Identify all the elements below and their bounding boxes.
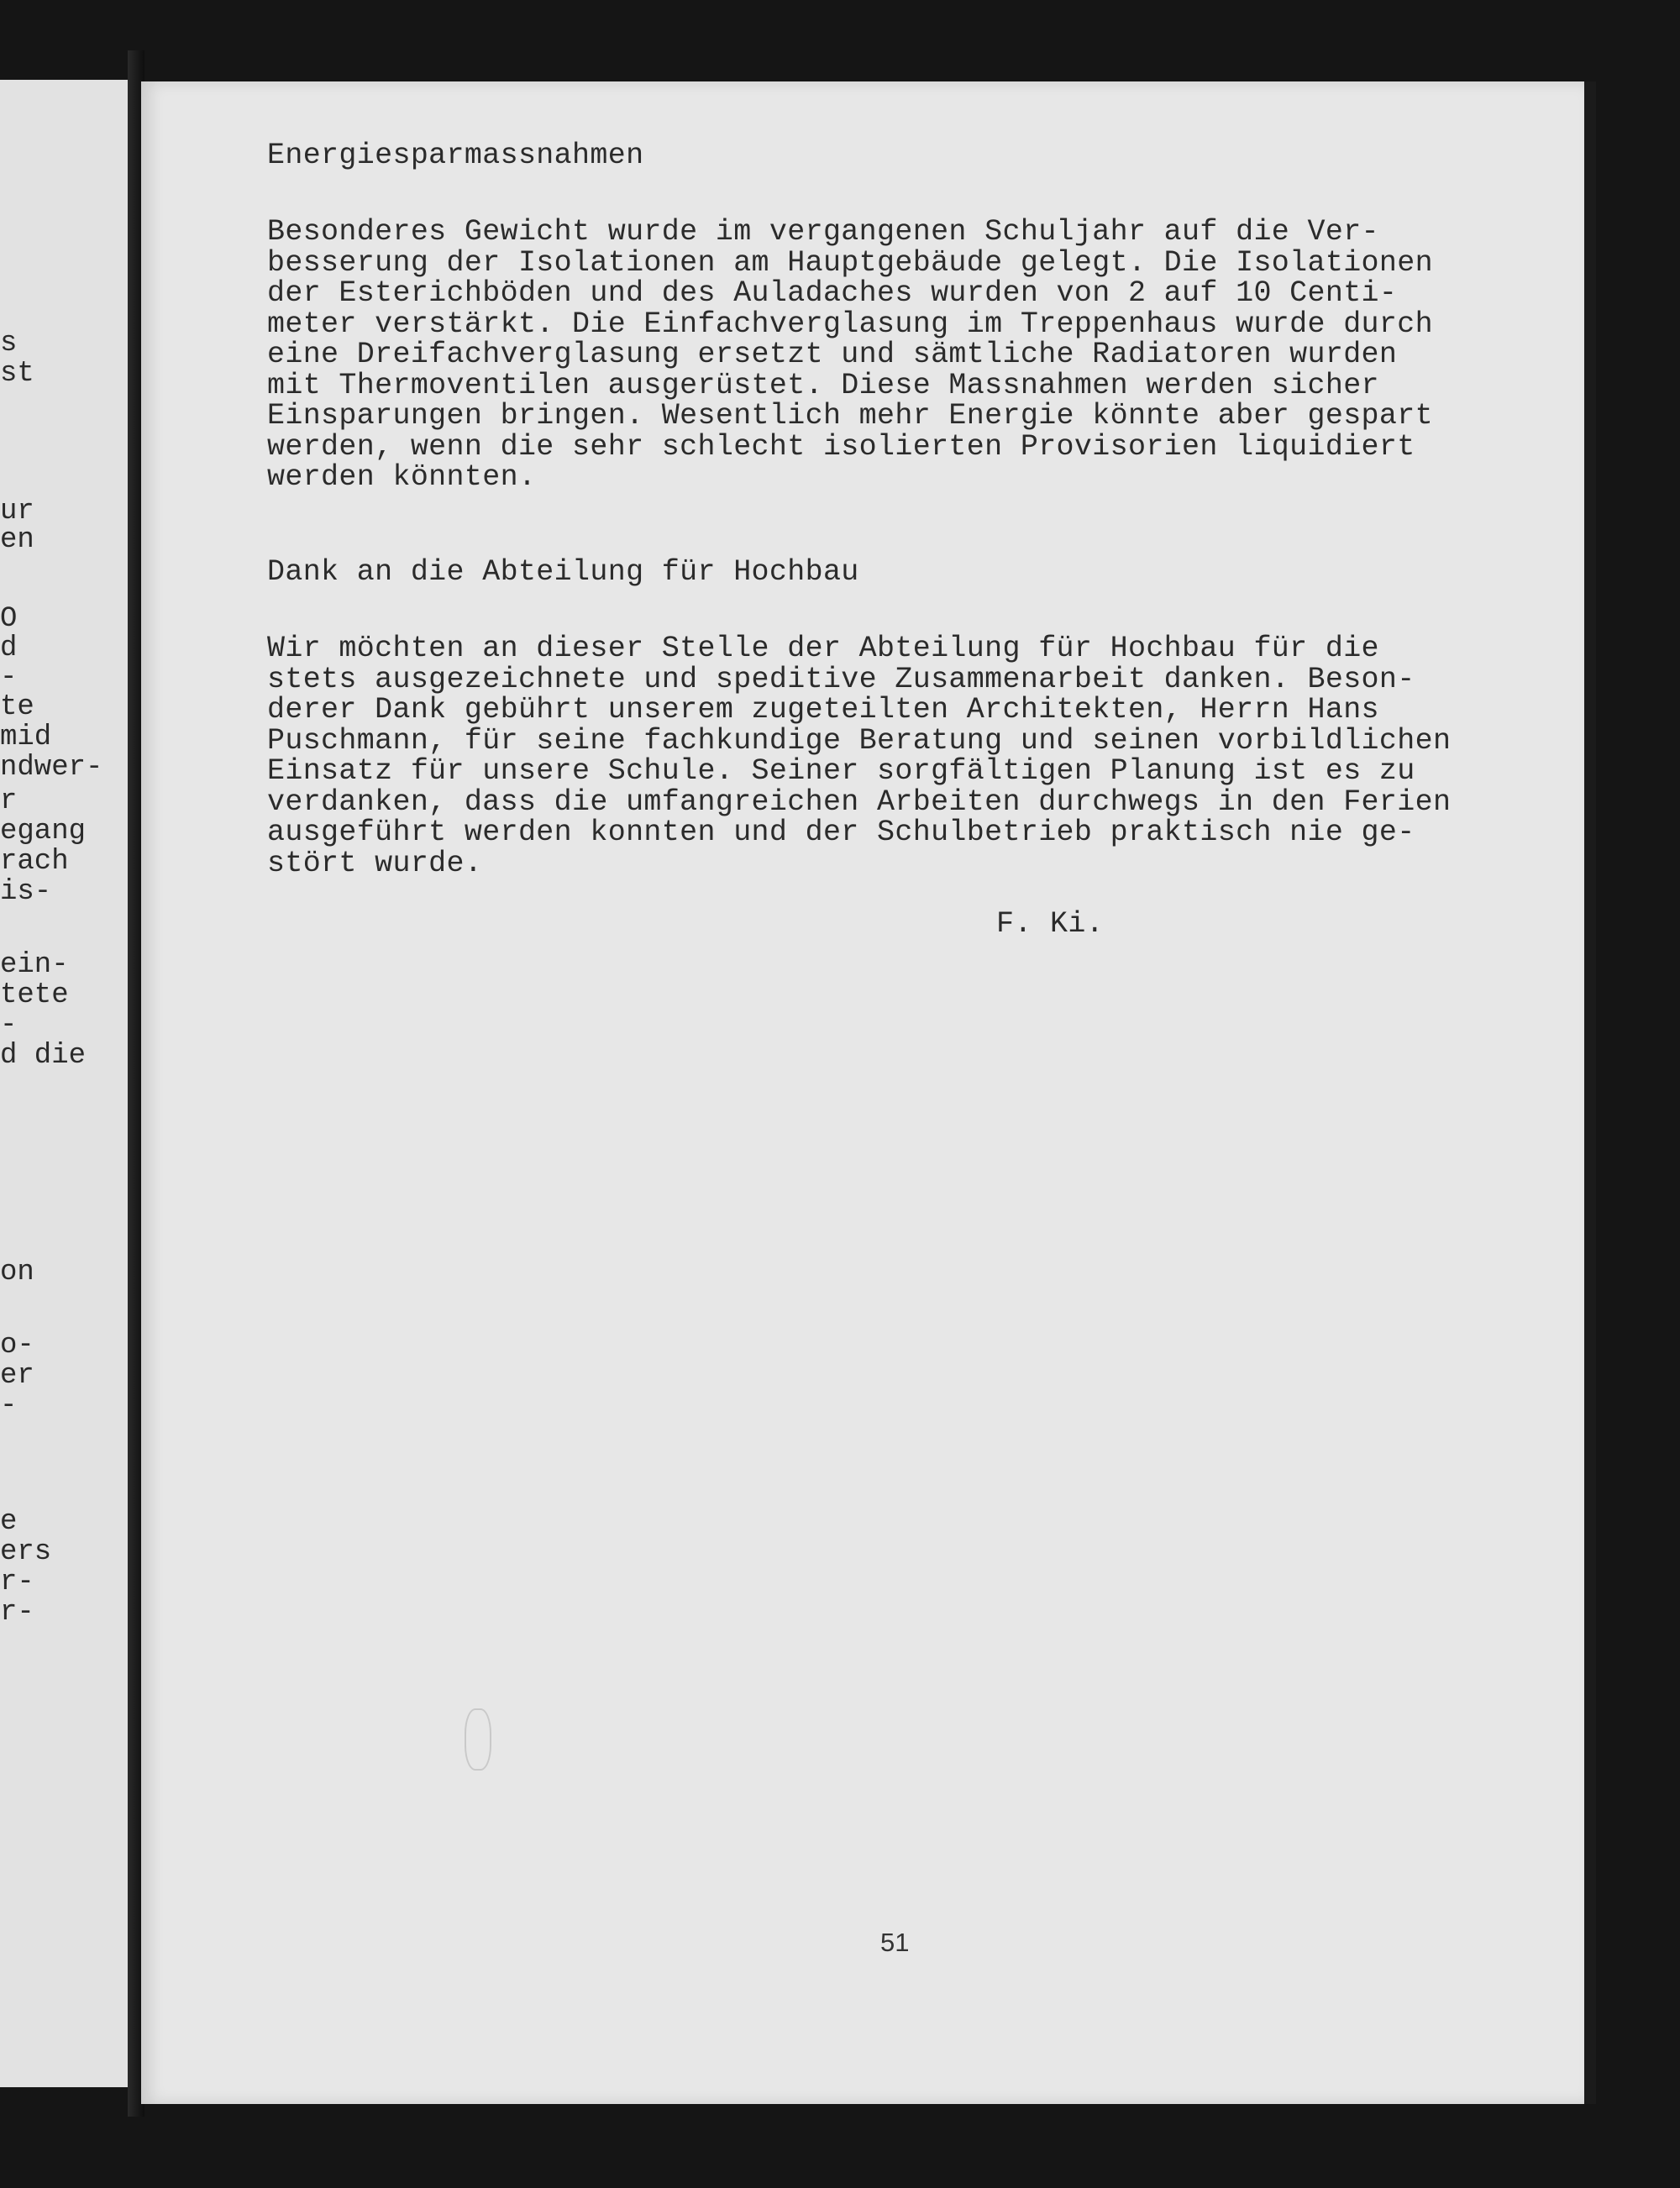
left-fragment: ein- — [0, 949, 69, 981]
left-fragment: er — [0, 1360, 34, 1392]
text-line: Wir möchten an dieser Stelle der Abteilung für Hochbau für die — [267, 632, 1379, 665]
left-fragment: o- — [0, 1330, 34, 1362]
left-fragment: ers — [0, 1536, 52, 1568]
text-line: werden, wenn die sehr schlecht isolierten Provisorien liquidiert — [267, 429, 1415, 464]
text-line: meter verstärkt. Die Einfachverglasung im Treppenhaus wurde durch — [267, 307, 1433, 341]
left-facing-page — [0, 80, 129, 2087]
left-fragment: r- — [0, 1566, 34, 1598]
paper-mark — [465, 1708, 491, 1771]
left-fragment: egang — [0, 816, 87, 847]
text-line: ausgeführt werden konnten und der Schulbetrieb praktisch nie ge- — [267, 816, 1415, 849]
left-fragment: - — [0, 1390, 18, 1422]
left-fragment: ur — [0, 496, 34, 527]
left-fragment: r — [0, 785, 18, 817]
text-line: Puschmann, für seine fachkundige Beratung und seinen vorbildlichen — [267, 723, 1452, 758]
signature: F. Ki. — [996, 907, 1105, 941]
text-line: besserung der Isolationen am Hauptgebäude gelegt. Die Isolationen — [267, 245, 1433, 280]
text-line: stets ausgezeichnete und speditive Zusammenarbeit danken. Beson- — [267, 662, 1415, 696]
left-fragment: - — [0, 662, 18, 694]
section-heading-energy: Energiesparmassnahmen — [267, 139, 644, 172]
section-heading-thanks: Dank an die Abteilung für Hochbau — [267, 555, 859, 589]
left-fragment: O — [0, 603, 18, 635]
left-fragment: e — [0, 1506, 18, 1538]
left-fragment: d — [0, 632, 18, 664]
scan-edge — [1584, 81, 1596, 2104]
text-line: Besonderes Gewicht wurde im vergangenen Schuljahr auf die Ver- — [267, 215, 1379, 249]
text-line: derer Dank gebührt unserem zugeteilten Architekten, Herrn Hans — [267, 693, 1379, 727]
left-fragment: ndwer- — [0, 752, 103, 784]
text-line: mit Thermoventilen ausgerüstet. Diese Massnahmen werden sicher — [267, 368, 1379, 402]
left-fragment: rach — [0, 846, 69, 878]
left-fragment: - — [0, 1010, 18, 1042]
text-line: stört wurde. — [267, 846, 483, 880]
left-fragment: r- — [0, 1597, 34, 1629]
text-line: eine Dreifachverglasung ersetzt und sämtliche Radiatoren wurden — [267, 338, 1398, 371]
left-fragment: s — [0, 328, 18, 359]
left-fragment: d die — [0, 1040, 87, 1072]
page-number: 51 — [880, 1928, 910, 1957]
left-fragment: en — [0, 524, 34, 556]
text-line: werden könnten. — [267, 460, 537, 494]
text-line: Einsparungen bringen. Wesentlich mehr Energie könnte aber gespart — [267, 399, 1433, 433]
text-line: Einsatz für unsere Schule. Seiner sorgfältigen Planung ist es zu — [267, 754, 1415, 788]
text-line: verdanken, dass die umfangreichen Arbeiten durchwegs in den Ferien — [267, 784, 1452, 819]
left-fragment: on — [0, 1257, 34, 1288]
document-page — [141, 81, 1584, 2104]
left-fragment: is- — [0, 876, 52, 908]
left-fragment: te — [0, 691, 34, 723]
text-line: der Esterichböden und des Auladaches wurden von 2 auf 10 Centi- — [267, 276, 1398, 310]
left-fragment: tete — [0, 979, 69, 1011]
left-fragment: st — [0, 358, 34, 390]
left-fragment: mid — [0, 721, 52, 753]
